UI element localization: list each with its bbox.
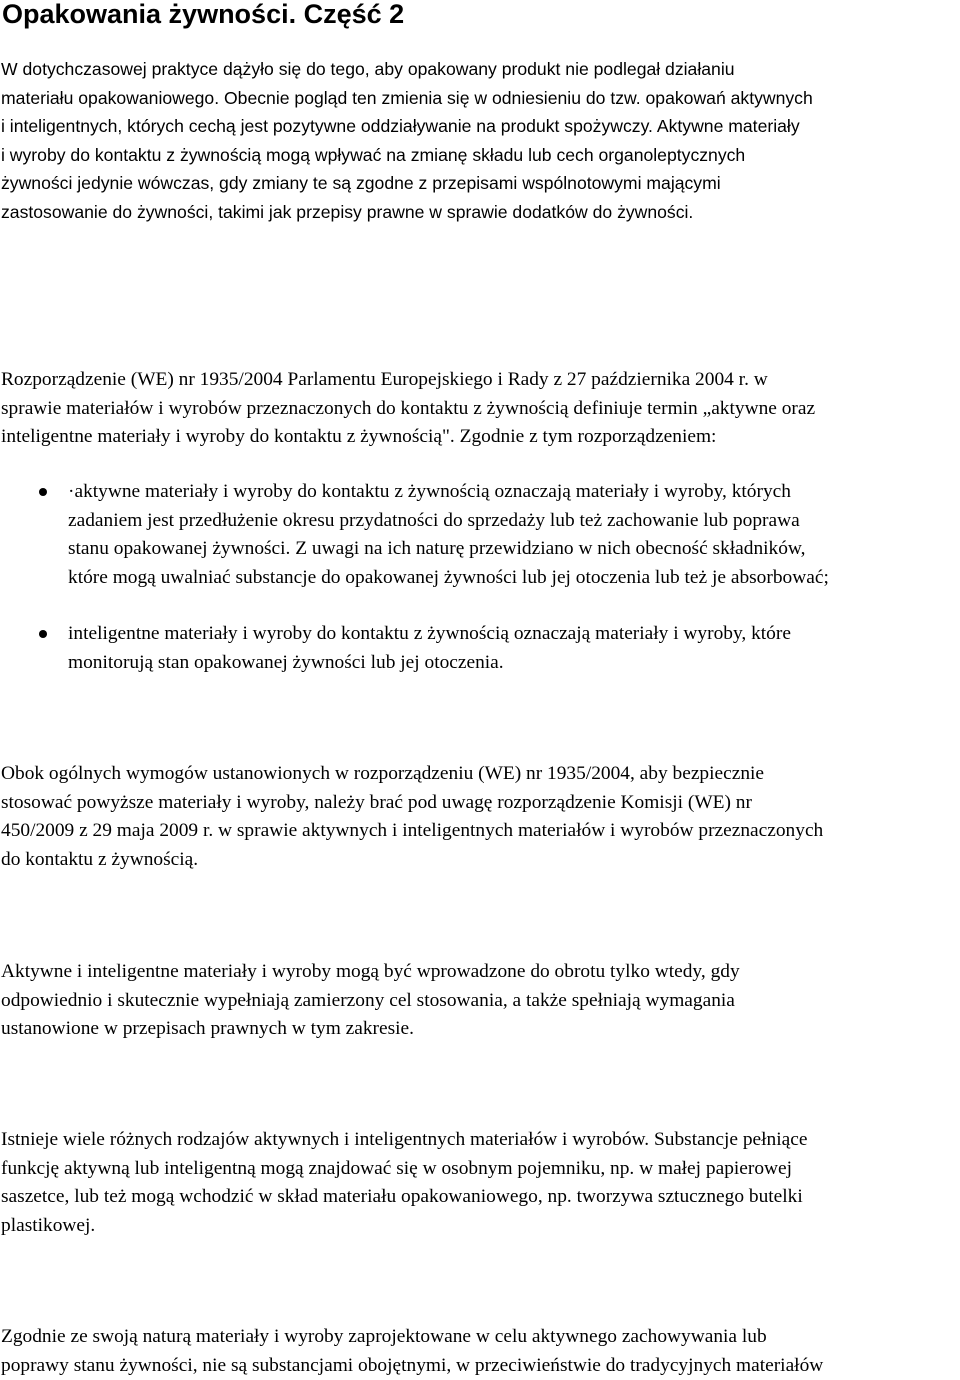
document-title: Opakowania żywności. Część 2 (2, 0, 405, 29)
text-line: Aktywne i inteligentne materiały i wyroby mogą być wprowadzone do obrotu tylko wtedy, gdy (1, 961, 740, 982)
text-line: żywności jedynie wówczas, gdy zmiany te są zgodne z przepisami wspólnotowymi mającymi (1, 173, 721, 194)
text-line: zastosowanie do żywności, takimi jak przepisy prawne w sprawie dodatków do żywności. (1, 201, 694, 222)
bullet-icon (39, 630, 47, 638)
text-line: do kontaktu z żywnością. (1, 848, 199, 870)
text-line: plastikowej. (1, 1214, 96, 1236)
text-line: ·aktywne materiały i wyroby do kontaktu z żywnością oznaczają materiały i wyroby, których (68, 481, 791, 502)
text-line: ustanowione w przepisach prawnych w tym zakresie. (1, 1018, 414, 1040)
text-line: saszetce, lub też mogą wchodzić w skład materiału opakowaniowego, np. tworzywa sztucznego butelki (1, 1186, 803, 1208)
text-line: Obok ogólnych wymogów ustanowionych w rozporządzeniu (WE) nr 1935/2004, aby bezpiecznie (1, 763, 765, 784)
list-item-active-materials (68, 478, 829, 592)
text-line: 450/2009 z 29 maja 2009 r. w sprawie aktywnych i inteligentnych materiałów i wyrobów przeznaczonych (1, 820, 824, 842)
types-paragraph (1, 1126, 807, 1240)
text-line: stanu opakowanej żywności. Z uwagi na ich naturę przewidziano w nich obecność składników, (68, 538, 806, 560)
text-line: i wyroby do kontaktu z żywnością mogą wpływać na zmianę składu lub cech organoleptycznych (1, 144, 746, 165)
regulation-paragraph (1, 366, 815, 452)
text-line: które mogą uwalniać substancje do opakowanej żywności lub jej otoczenia lub też je absorbować; (68, 566, 829, 588)
market-paragraph (1, 958, 740, 1044)
text-line: funkcję aktywną lub inteligentną mogą znajdować się w osobnym pojemniku, np. w małej papierowej (1, 1157, 793, 1179)
text-line: poprawy stanu żywności, nie są substancjami obojętnymi, w przeciwieństwie do tradycyjnych materiałów (1, 1354, 824, 1376)
text-line: zadaniem jest przedłużenie okresu przydatności do sprzedaży lub też zachowanie lub poprawa (68, 509, 800, 531)
text-line: inteligentne materiały i wyroby do kontaktu z żywnością". Zgodnie z tym rozporządzeniem: (1, 426, 717, 448)
text-line: stosować powyższe materiały i wyroby, należy brać pod uwagę rozporządzenie Komisji (WE) nr (1, 791, 752, 813)
text-line: W dotychczasowej praktyce dążyło się do tego, aby opakowany produkt nie podlegał działaniu (1, 59, 735, 79)
text-line: Zgodnie ze swoją naturą materiały i wyroby zaprojektowane w celu aktywnego zachowywania lub (1, 1326, 767, 1347)
text-line: monitorują stan opakowanej żywności lub jej otoczenia. (68, 651, 504, 673)
text-line: i inteligentnych, których cechą jest pozytywne oddziaływanie na produkt spożywczy. Aktywne materiały (1, 116, 800, 137)
text-line: Rozporządzenie (WE) nr 1935/2004 Parlamentu Europejskiego i Rady z 27 października 2004 r. w (1, 369, 768, 390)
text-line: odpowiednio i skutecznie wypełniają zamierzony cel stosowania, a także spełniają wymagania (1, 989, 735, 1011)
text-line: sprawie materiałów i wyrobów przeznaczonych do kontaktu z żywnością definiuje termin „aktywne oraz (1, 397, 816, 419)
text-line: Istnieje wiele różnych rodzajów aktywnych i inteligentnych materiałów i wyrobów. Substancje pełniące (1, 1129, 808, 1150)
bullet-icon (39, 488, 47, 496)
intro-paragraph (1, 55, 813, 227)
list-item-intelligent-materials (68, 620, 791, 677)
text-line: materiału opakowaniowego. Obecnie pogląd ten zmienia się w odniesieniu do tzw. opakowań aktywnych (1, 87, 813, 108)
text-line: inteligentne materiały i wyroby do kontaktu z żywnością oznaczają materiały i wyroby, które (68, 623, 791, 644)
nature-paragraph (1, 1323, 823, 1380)
general-requirements-paragraph (1, 760, 823, 874)
